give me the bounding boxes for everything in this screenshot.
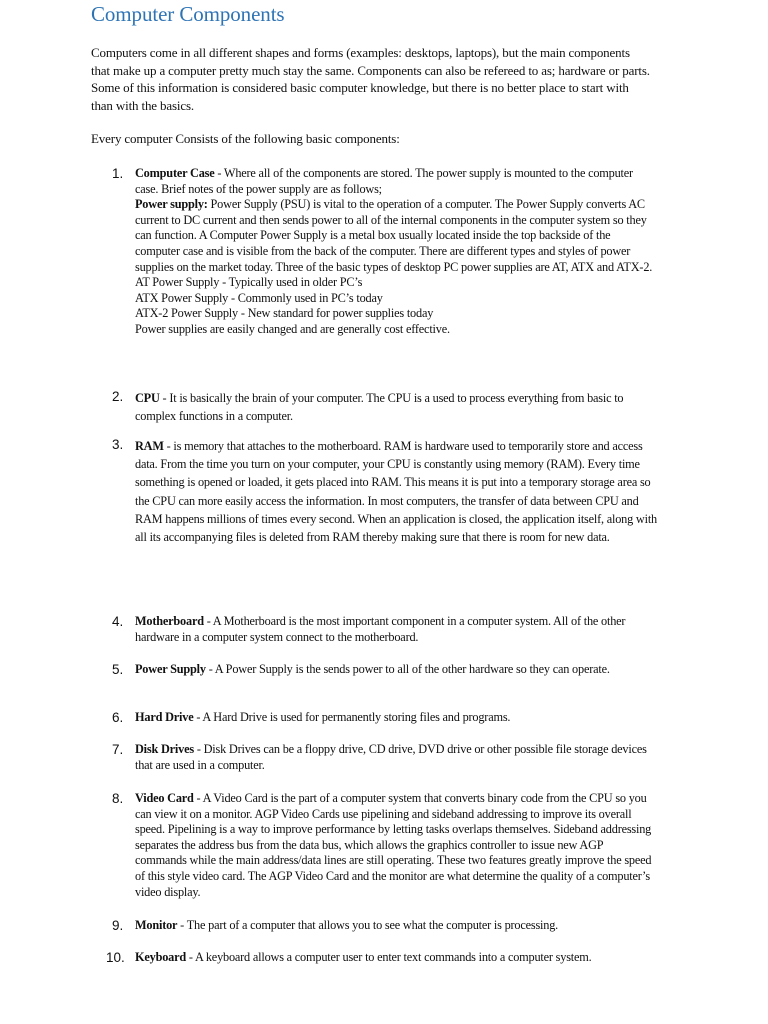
list-number: 9. <box>112 918 124 933</box>
item-text: - A keyboard allows a computer user to enter text commands into a computer system. <box>186 950 592 964</box>
item-term: Monitor <box>135 918 178 932</box>
list-item-body <box>135 950 657 966</box>
intro-paragraph: Computers come in all different shapes and forms (examples: desktops, laptops), but the main components that make up a computer pretty much stay the same. Components can also be refereed to as; hardware or parts. Some of this information is considered basic computer knowledge, but there is no better place to start with than with the basics. <box>91 45 650 113</box>
item-subterm: Power supply: <box>135 197 208 212</box>
psu-line-at: AT Power Supply - Typically used in older PC’s <box>135 275 363 290</box>
item-text: - A Hard Drive is used for permanently storing files and programs. <box>193 710 511 724</box>
list-item-body <box>135 437 657 546</box>
item-text: - A Motherboard is the most important component in a computer system. All of the other hardware in a computer system connect to the motherboard. <box>135 614 626 644</box>
list-item-body <box>135 742 657 773</box>
list-number: 6. <box>112 710 124 725</box>
list-item-body <box>135 662 657 678</box>
list-number: 3. <box>112 437 124 452</box>
item-term: Computer Case <box>135 166 215 180</box>
list-number: 8. <box>112 791 124 806</box>
list-number: 10. <box>106 950 125 965</box>
item-text: - Where all of the components are stored. The power supply is mounted to the computer case. Brief notes of the power supply are as follows; <box>135 166 633 196</box>
item-term: Hard Drive <box>135 710 194 724</box>
lead-sentence: Every computer Consists of the following basic components: <box>91 131 400 146</box>
item-text: - A Video Card is the part of a computer system that converts binary code from the CPU so you can view it on a monitor. AGP Video Cards use pipelining and sideband addressing to improve its overall speed. Pipelining is a way to improve performance by letting tasks overlaps themselves. Sideband addressing separates the address bus from the data bus, which allows the graphics controller to issue new AGP commands while the main address/data lines are still operating. These two features greatly improve the speed of this style video card. The AGP Video Card and the monitor are what determine the quality of a computer’s video display. <box>135 791 652 899</box>
item-term: RAM <box>135 439 164 453</box>
item-term: Power Supply <box>135 662 206 676</box>
list-number: 1. <box>112 166 124 181</box>
item-term: Video Card <box>135 791 194 805</box>
psu-line-atx2: ATX-2 Power Supply - New standard for power supplies today <box>135 306 434 321</box>
list-number: 5. <box>112 662 124 677</box>
item-subtext: Power Supply (PSU) is vital to the operation of a computer. The Power Supply converts AC current to DC current and then sends power to all of the internal components in the computer system so they can function. A Computer Power Supply is a metal box usually located inside the top backside of the computer case and is visible from the back of the computer. There are different types and styles of power supplies on the market today. Three of the basic types of desktop PC power supplies are AT, ATX and ATX-2. <box>135 197 653 274</box>
item-text: - Disk Drives can be a floppy drive, CD drive, DVD drive or other possible file storage devices that are used in a computer. <box>135 742 647 772</box>
item-text: - is memory that attaches to the motherboard. RAM is hardware used to temporarily store and access data. From the time you turn on your computer, your CPU is constantly using memory (RAM). Every time something is opened or loaded, it gets placed into RAM. This means it is put into a temporary storage area so the CPU can more easily access the information. In most computers, the transfer of data between CPU and RAM happens millions of times every second. When an application is closed, the application itself, along with all its accompanying files is deleted from RAM thereby making sure that there is room for new data. <box>135 439 657 545</box>
list-item-body <box>135 614 657 645</box>
item-text: - A Power Supply is the sends power to all of the other hardware so they can operate. <box>205 662 610 676</box>
item-text: - It is basically the brain of your computer. The CPU is a used to process everything from basic to complex functions in a computer. <box>135 391 624 424</box>
list-item-body <box>135 166 657 338</box>
item-term: Motherboard <box>135 614 204 628</box>
psu-line-atx: ATX Power Supply - Commonly used in PC’s today <box>135 290 383 305</box>
list-item-body <box>135 918 657 934</box>
item-term: Disk Drives <box>135 742 194 756</box>
item-text: - The part of a computer that allows you to see what the computer is processing. <box>177 918 559 932</box>
list-number: 4. <box>112 614 124 629</box>
list-item-body <box>135 710 657 726</box>
list-number: 7. <box>112 742 124 757</box>
list-number: 2. <box>112 389 124 404</box>
list-item-body <box>135 389 657 425</box>
list-item-body <box>135 791 657 900</box>
psu-line-note: Power supplies are easily changed and are generally cost effective. <box>135 321 450 336</box>
item-term: CPU <box>135 391 160 405</box>
item-term: Keyboard <box>135 950 187 964</box>
page-title: Computer Components <box>91 2 285 26</box>
